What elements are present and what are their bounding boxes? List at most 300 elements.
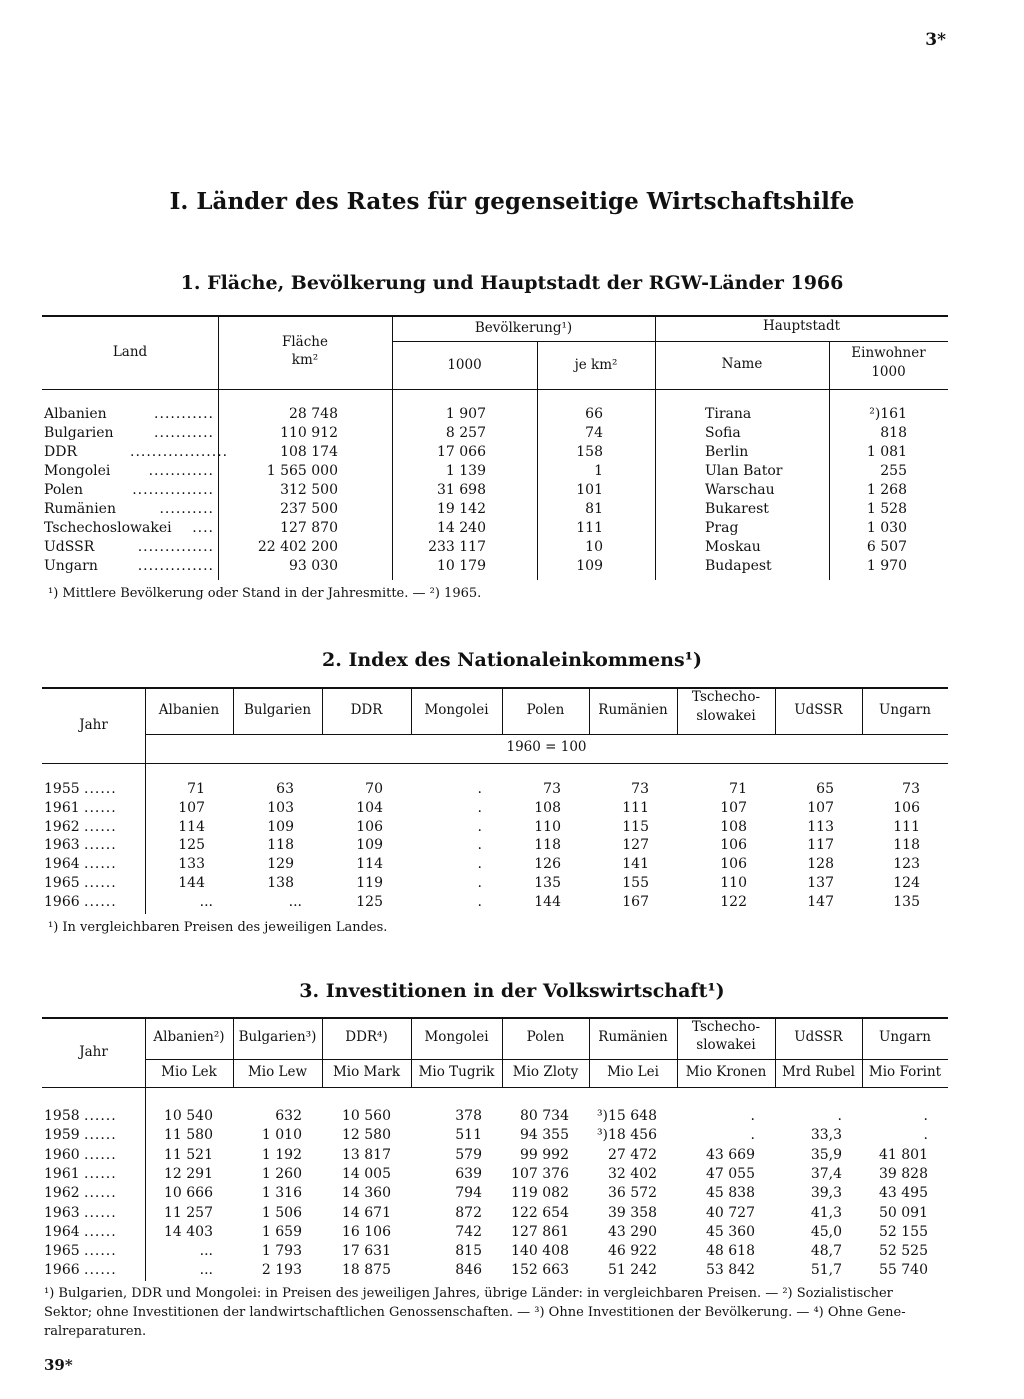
table2-row-value: 107 [807, 800, 834, 816]
table2-row-value: 155 [622, 875, 649, 891]
table2-row-value: 109 [356, 837, 383, 853]
table3-row-value: 12 291 [164, 1166, 213, 1182]
table3-row-value: 45,0 [810, 1224, 842, 1240]
table1-row-einw: 1 970 [866, 558, 907, 574]
table3-row-value: 27 472 [608, 1147, 657, 1163]
table1-row-bev: 14 240 [437, 520, 486, 536]
table3-row-leader: ...... [84, 1262, 117, 1278]
table1-header-flaeche: Fläche [282, 334, 328, 350]
table2-row-value: 114 [356, 856, 383, 872]
table1-row-land: Mongolei [44, 463, 111, 479]
table1-row-flaeche: 110 912 [280, 425, 338, 441]
table3-header-unit: Mio Mark [332, 1064, 401, 1080]
table2-row-value: 63 [276, 781, 294, 797]
table2-row-value: 122 [720, 894, 747, 910]
table1-row-land: Rumänien [44, 501, 116, 517]
table3-row-value: 14 671 [342, 1205, 391, 1221]
table3-row-value: ³)18 456 [596, 1127, 657, 1143]
table2-country-rule [145, 734, 948, 735]
table3-header-unit: Mio Forint [868, 1064, 942, 1080]
table1-row-einw: 6 507 [866, 539, 907, 555]
table2-row-value: . [477, 781, 482, 797]
table1-row-flaeche: 312 500 [280, 482, 338, 498]
table1-row-flaeche: 237 500 [280, 501, 338, 517]
table2-row-value: 125 [178, 837, 205, 853]
table1-row-bev: 8 257 [445, 425, 486, 441]
table3-header-country: Mongolei [424, 1029, 489, 1045]
table3-header-unit: Mio Lew [247, 1064, 308, 1080]
table1-header-per-km2: je km² [574, 357, 618, 373]
table1-row-stadt: Ulan Bator [705, 463, 783, 479]
table1-row-stadt: Berlin [705, 444, 749, 460]
table3-row-value: 1 506 [261, 1205, 302, 1221]
table1-top-rule [42, 315, 948, 317]
table3-row-value: 43 669 [706, 1147, 755, 1163]
table3-header-tschecho-line2: slowakei [696, 1037, 756, 1053]
table2-row-value: . [477, 819, 482, 835]
table3-header-unit: Mrd Rubel [781, 1064, 856, 1080]
table3-row-value: 41,3 [810, 1205, 842, 1221]
table3-row-value: . [750, 1108, 755, 1124]
table2-row-value: 73 [902, 781, 920, 797]
table2-row-value: 118 [534, 837, 561, 853]
table1-row-leader: ............ [148, 463, 214, 479]
table2-row-value: 106 [893, 800, 920, 816]
table3-row-value: 11 257 [164, 1205, 213, 1221]
table2-row-value: 123 [893, 856, 920, 872]
table1-row-leader: ........... [154, 425, 214, 441]
table3-row-value: 11 521 [164, 1147, 213, 1163]
table2-row-value: . [477, 837, 482, 853]
table2-row-value: 73 [631, 781, 649, 797]
table1-row-leader: .... [192, 520, 214, 536]
table1-row-leader: .................. [130, 444, 229, 460]
table3-row-year: 1966 [44, 1262, 80, 1278]
table1-row-land: Albanien [44, 406, 107, 422]
table2-row-value: 65 [816, 781, 834, 797]
table3-row-leader: ...... [84, 1127, 117, 1143]
table3-row-year: 1960 [44, 1147, 80, 1163]
table2-row-leader: ...... [84, 819, 117, 835]
table1-row-leader: .......... [159, 501, 214, 517]
table3-row-year: 1961 [44, 1166, 80, 1182]
table3-row-value: 11 580 [164, 1127, 213, 1143]
table2-row-value: 125 [356, 894, 383, 910]
table1-row-land: Polen [44, 482, 84, 498]
table1-row-dichte: 66 [585, 406, 603, 422]
table3-row-year: 1963 [44, 1205, 80, 1221]
table2-row-value: 71 [187, 781, 205, 797]
table3-row-value: 94 355 [520, 1127, 569, 1143]
table2-base-label: 1960 = 100 [506, 739, 587, 755]
table1-row-stadt: Tirana [705, 406, 752, 422]
table2-row-value: 135 [534, 875, 561, 891]
table2-row-year: 1965 [44, 875, 80, 891]
table2-header-country: Bulgarien [243, 702, 312, 718]
table3-row-leader: ...... [84, 1147, 117, 1163]
table3-row-value: 10 560 [342, 1108, 391, 1124]
table3-footnote-line: ¹) Bulgarien, DDR und Mongolei: in Preisen des jeweiligen Jahres, übrige Länder: in vergleichbaren Preisen. — ²) Sozialistischer [44, 1286, 893, 1301]
table2-row-leader: ...... [84, 894, 117, 910]
table3-row-value: 32 402 [608, 1166, 657, 1182]
table1-row-stadt: Moskau [705, 539, 761, 555]
table2-row-value: 108 [720, 819, 747, 835]
table3-row-value: 47 055 [706, 1166, 755, 1182]
table1-row-bev: 233 117 [428, 539, 486, 555]
table2-row-leader: ...... [84, 800, 117, 816]
table2-row-leader: ...... [84, 875, 117, 891]
table2-row-value: 138 [267, 875, 294, 891]
table3-header-rule [42, 1087, 948, 1088]
table3-header-unit: Mio Lek [161, 1064, 217, 1080]
table1-row-stadt: Warschau [705, 482, 775, 498]
table2-row-value: 144 [534, 894, 561, 910]
table2-row-year: 1966 [44, 894, 80, 910]
table1-row-flaeche: 127 870 [280, 520, 338, 536]
table2-header-tschecho-line2: slowakei [696, 708, 756, 724]
table3-row-value: . [837, 1108, 842, 1124]
table3-row-leader: ...... [84, 1108, 117, 1124]
table3-row-value: 48,7 [810, 1243, 842, 1259]
table1-row-bev: 10 179 [437, 558, 486, 574]
table3-row-leader: ...... [84, 1185, 117, 1201]
table3-row-value: 1 260 [261, 1166, 302, 1182]
table2-row-value: 111 [893, 819, 920, 835]
table1-bev-rule [392, 341, 655, 342]
table2-footnote: ¹) In vergleichbaren Preisen des jeweiligen Landes. [48, 920, 388, 935]
table3-row-value: 14 005 [342, 1166, 391, 1182]
table2-row-value: 103 [267, 800, 294, 816]
table3-row-value: 80 734 [520, 1108, 569, 1124]
table3-title: 3. Investitionen in der Volkswirtschaft¹) [299, 980, 725, 1002]
table2-header-country: DDR [350, 702, 383, 718]
table3-row-value: 152 663 [511, 1262, 569, 1278]
table1-row-dichte: 74 [585, 425, 603, 441]
table1-row-bev: 1 907 [445, 406, 486, 422]
table3-row-value: 43 495 [879, 1185, 928, 1201]
table2-row-value: 141 [622, 856, 649, 872]
table2-row-value: 127 [622, 837, 649, 853]
table3-row-value: 1 793 [261, 1243, 302, 1259]
table1-row-flaeche: 93 030 [289, 558, 338, 574]
table3-header-country: Albanien²) [153, 1029, 225, 1045]
table3-row-value: 2 193 [261, 1262, 302, 1278]
table2-row-value: 147 [807, 894, 834, 910]
table1-row-bev: 1 139 [445, 463, 486, 479]
table1-row-einw: 1 030 [866, 520, 907, 536]
table3-row-leader: ...... [84, 1205, 117, 1221]
table3-row-value: 10 540 [164, 1108, 213, 1124]
table2-row-value: 107 [178, 800, 205, 816]
table3-row-value: 39,3 [810, 1185, 842, 1201]
table2-row-value: 113 [807, 819, 834, 835]
table3-row-value: 127 861 [511, 1224, 569, 1240]
table3-row-value: 53 842 [706, 1262, 755, 1278]
table2-header-country: Rumänien [598, 702, 668, 718]
table2-header-country: UdSSR [794, 702, 843, 718]
table2-row-value: 117 [807, 837, 834, 853]
table3-header-country: Bulgarien³) [238, 1029, 317, 1045]
table3-row-value: 794 [455, 1185, 482, 1201]
table2-header-country: Albanien [158, 702, 220, 718]
table2-row-value: . [477, 894, 482, 910]
table2-header-rule [42, 763, 948, 764]
table2-row-leader: ...... [84, 856, 117, 872]
table3-row-value: 13 817 [342, 1147, 391, 1163]
table1-row-land: Ungarn [44, 558, 98, 574]
table2-row-value: 109 [267, 819, 294, 835]
table3-row-value: 742 [455, 1224, 482, 1240]
table3-row-value: ... [199, 1243, 213, 1259]
table3-row-value: . [750, 1127, 755, 1143]
table3-row-year: 1962 [44, 1185, 80, 1201]
table2-row-value: 106 [356, 819, 383, 835]
table2-row-value: 144 [178, 875, 205, 891]
table3-row-value: 36 572 [608, 1185, 657, 1201]
table1-title: 1. Fläche, Bevölkerung und Hauptstadt der RGW-Länder 1966 [180, 272, 844, 294]
table3-row-value: 872 [455, 1205, 482, 1221]
table1-haupt-rule [655, 341, 948, 342]
table3-row-value: 18 875 [342, 1262, 391, 1278]
table3-row-value: 52 525 [879, 1243, 928, 1259]
table3-row-value: 17 631 [342, 1243, 391, 1259]
table2-row-value: 73 [543, 781, 561, 797]
table2-header-country: Polen [526, 702, 565, 718]
table2-row-value: 115 [622, 819, 649, 835]
table1-row-land: Bulgarien [44, 425, 114, 441]
table3-row-value: 1 316 [261, 1185, 302, 1201]
table2-row-value: 137 [807, 875, 834, 891]
table3-row-value: 39 358 [608, 1205, 657, 1221]
table1-header-rule [42, 389, 948, 390]
table2-row-year: 1961 [44, 800, 80, 816]
table2-row-value: 111 [622, 800, 649, 816]
table1-row-einw: 1 268 [866, 482, 907, 498]
table1-header-name: Name [721, 356, 763, 372]
table1-row-flaeche: 28 748 [289, 406, 338, 422]
table2-row-value: 133 [178, 856, 205, 872]
table3-row-value: 119 082 [511, 1185, 569, 1201]
table2-row-year: 1963 [44, 837, 80, 853]
table1-row-bev: 31 698 [437, 482, 486, 498]
table3-row-value: 846 [455, 1262, 482, 1278]
table1-row-flaeche: 22 402 200 [257, 539, 338, 555]
table3-header-country: Polen [526, 1029, 565, 1045]
table3-row-value: 12 580 [342, 1127, 391, 1143]
table1-header-flaeche-unit: km² [291, 352, 319, 368]
table2-row-value: 114 [178, 819, 205, 835]
table3-row-year: 1958 [44, 1108, 80, 1124]
table2-row-value: . [477, 800, 482, 816]
table2-row-leader: ...... [84, 781, 117, 797]
table1-row-dichte: 1 [594, 463, 603, 479]
table3-row-value: 41 801 [879, 1147, 928, 1163]
table3-row-value: 1 010 [261, 1127, 302, 1143]
table3-header-country: Tschecho- [691, 1019, 761, 1035]
table1-row-flaeche: 1 565 000 [266, 463, 338, 479]
table1-header-einwohner: Einwohner [851, 345, 926, 361]
table1-row-bev: 17 066 [437, 444, 486, 460]
table1-footnote: ¹) Mittlere Bevölkerung oder Stand in der Jahresmitte. — ²) 1965. [48, 586, 482, 601]
table3-footnote-line: ralreparaturen. [44, 1324, 147, 1339]
table3-row-value: 50 091 [879, 1205, 928, 1221]
table3-row-value: 51,7 [810, 1262, 842, 1278]
table2-header-country: Tschecho- [691, 689, 761, 705]
table3-row-value: 815 [455, 1243, 482, 1259]
table1-header-land: Land [112, 344, 148, 360]
table1-row-einw: 1 528 [866, 501, 907, 517]
table2-row-value: 107 [720, 800, 747, 816]
table3-row-value: 14 360 [342, 1185, 391, 1201]
table2-row-value: 126 [534, 856, 561, 872]
table2-row-leader: ...... [84, 837, 117, 853]
table1-header-hauptstadt: Hauptstadt [762, 318, 841, 334]
table2-row-value: 118 [893, 837, 920, 853]
table2-row-value: 128 [807, 856, 834, 872]
table1-row-dichte: 111 [576, 520, 603, 536]
table3-row-value: 107 376 [511, 1166, 569, 1182]
table3-row-value: 43 290 [608, 1224, 657, 1240]
table2-row-value: . [477, 875, 482, 891]
table3-row-value: 16 106 [342, 1224, 391, 1240]
table3-header-unit: Mio Zloty [512, 1064, 579, 1080]
table3-row-value: . [923, 1108, 928, 1124]
table2-title: 2. Index des Nationaleinkommens¹) [322, 649, 702, 671]
table2-row-value: 106 [720, 856, 747, 872]
table3-row-value: 46 922 [608, 1243, 657, 1259]
table3-row-value: 52 155 [879, 1224, 928, 1240]
table1-row-land: UdSSR [44, 539, 95, 555]
table3-header-unit: Mio Tugrik [418, 1064, 495, 1080]
table3-header-year: Jahr [79, 1044, 108, 1060]
table1-row-dichte: 101 [576, 482, 603, 498]
table2-row-value: 135 [893, 894, 920, 910]
table2-row-year: 1964 [44, 856, 80, 872]
table3-header-country: Rumänien [598, 1029, 668, 1045]
table1-row-stadt: Budapest [705, 558, 772, 574]
table2-row-value: 129 [267, 856, 294, 872]
table3-footnote-line: Sektor; ohne Investitionen der landwirtschaftlichen Genossenschaften. — ³) Ohne Investitionen der Bevölkerung. — ⁴) Ohne Gene- [44, 1305, 906, 1320]
table3-row-value: 1 192 [261, 1147, 302, 1163]
table1-row-dichte: 10 [585, 539, 603, 555]
table3-header-unit: Mio Lei [607, 1064, 659, 1080]
table1-row-leader: .............. [137, 539, 214, 555]
table2-row-value: 104 [356, 800, 383, 816]
table2-top-rule [42, 687, 948, 689]
table3-row-value: 511 [455, 1127, 482, 1143]
table3-row-value: 39 828 [879, 1166, 928, 1182]
table2-row-value: 110 [534, 819, 561, 835]
table1-vline-2 [392, 316, 393, 580]
table3-row-value: 10 666 [164, 1185, 213, 1201]
table1-header-bevoelkerung: Bevölkerung¹) [474, 320, 573, 336]
table2-header-country: Mongolei [424, 702, 489, 718]
table3-row-value: 14 403 [164, 1224, 213, 1240]
table2-row-year: 1955 [44, 781, 80, 797]
table3-top-rule [42, 1017, 948, 1019]
table2-row-value: 71 [729, 781, 747, 797]
table1-row-dichte: 109 [576, 558, 603, 574]
table2-row-value: 124 [893, 875, 920, 891]
table1-row-einw: 1 081 [866, 444, 907, 460]
table1-row-einw: ²)161 [869, 406, 907, 422]
table3-row-value: 45 838 [706, 1185, 755, 1201]
table3-row-value: . [923, 1127, 928, 1143]
table3-row-value: 48 618 [706, 1243, 755, 1259]
table2-row-value: ... [288, 894, 302, 910]
table1-row-land: DDR [44, 444, 77, 460]
table3-row-value: 122 654 [511, 1205, 569, 1221]
table3-header-country: UdSSR [794, 1029, 843, 1045]
table2-row-value: 119 [356, 875, 383, 891]
table3-row-value: 140 408 [511, 1243, 569, 1259]
table3-row-value: ... [199, 1262, 213, 1278]
table1-row-bev: 19 142 [437, 501, 486, 517]
table1-row-leader: ............... [132, 482, 214, 498]
table3-row-leader: ...... [84, 1243, 117, 1259]
table1-row-dichte: 81 [585, 501, 603, 517]
table1-row-leader: ........... [154, 406, 214, 422]
table2-row-value: 167 [622, 894, 649, 910]
table3-row-value: 639 [455, 1166, 482, 1182]
table3-row-value: 33,3 [810, 1127, 842, 1143]
table3-row-leader: ...... [84, 1166, 117, 1182]
table1-header-einwohner-unit: 1000 [871, 364, 906, 380]
table3-row-value: 99 992 [520, 1147, 569, 1163]
table3-header-country: DDR⁴) [345, 1029, 388, 1045]
table3-row-value: 40 727 [706, 1205, 755, 1221]
table3-row-value: 378 [455, 1108, 482, 1124]
table3-header-unit: Mio Kronen [685, 1064, 767, 1080]
table1-header-thousand: 1000 [447, 357, 482, 373]
table3-row-value: 55 740 [879, 1262, 928, 1278]
table3-row-value: 1 659 [261, 1224, 302, 1240]
table2-row-value: 70 [365, 781, 383, 797]
table3-row-leader: ...... [84, 1224, 117, 1240]
table2-row-value: 110 [720, 875, 747, 891]
table3-country-rule [145, 1059, 948, 1060]
table2-row-value: 108 [534, 800, 561, 816]
table1-row-einw: 818 [880, 425, 907, 441]
table1-row-leader: .............. [137, 558, 214, 574]
table1-row-einw: 255 [880, 463, 907, 479]
table2-row-year: 1962 [44, 819, 80, 835]
table1-row-stadt: Prag [705, 520, 739, 536]
table1-vline-3 [537, 342, 538, 580]
page-number-bottom: 39* [44, 1356, 73, 1374]
table3-row-value: 45 360 [706, 1224, 755, 1240]
table1-row-flaeche: 108 174 [280, 444, 338, 460]
table2-row-value: 106 [720, 837, 747, 853]
table3-row-year: 1965 [44, 1243, 80, 1259]
table3-row-value: 579 [455, 1147, 482, 1163]
table1-row-stadt: Sofia [705, 425, 741, 441]
table2-row-value: 118 [267, 837, 294, 853]
table2-header-country: Ungarn [879, 702, 931, 718]
table3-row-value: 37,4 [810, 1166, 842, 1182]
table2-header-year: Jahr [79, 717, 108, 733]
table3-row-value: 51 242 [608, 1262, 657, 1278]
table1-row-stadt: Bukarest [705, 501, 769, 517]
table3-row-value: 632 [275, 1108, 302, 1124]
table2-row-value: ... [199, 894, 213, 910]
page-number-top: 3* [925, 30, 946, 50]
table1-row-land: Tschechoslowakei [44, 520, 172, 536]
table3-row-value: 35,9 [810, 1147, 842, 1163]
main-title: I. Länder des Rates für gegenseitige Wirtschaftshilfe [169, 188, 855, 215]
table1-row-dichte: 158 [576, 444, 603, 460]
table3-row-year: 1959 [44, 1127, 80, 1143]
